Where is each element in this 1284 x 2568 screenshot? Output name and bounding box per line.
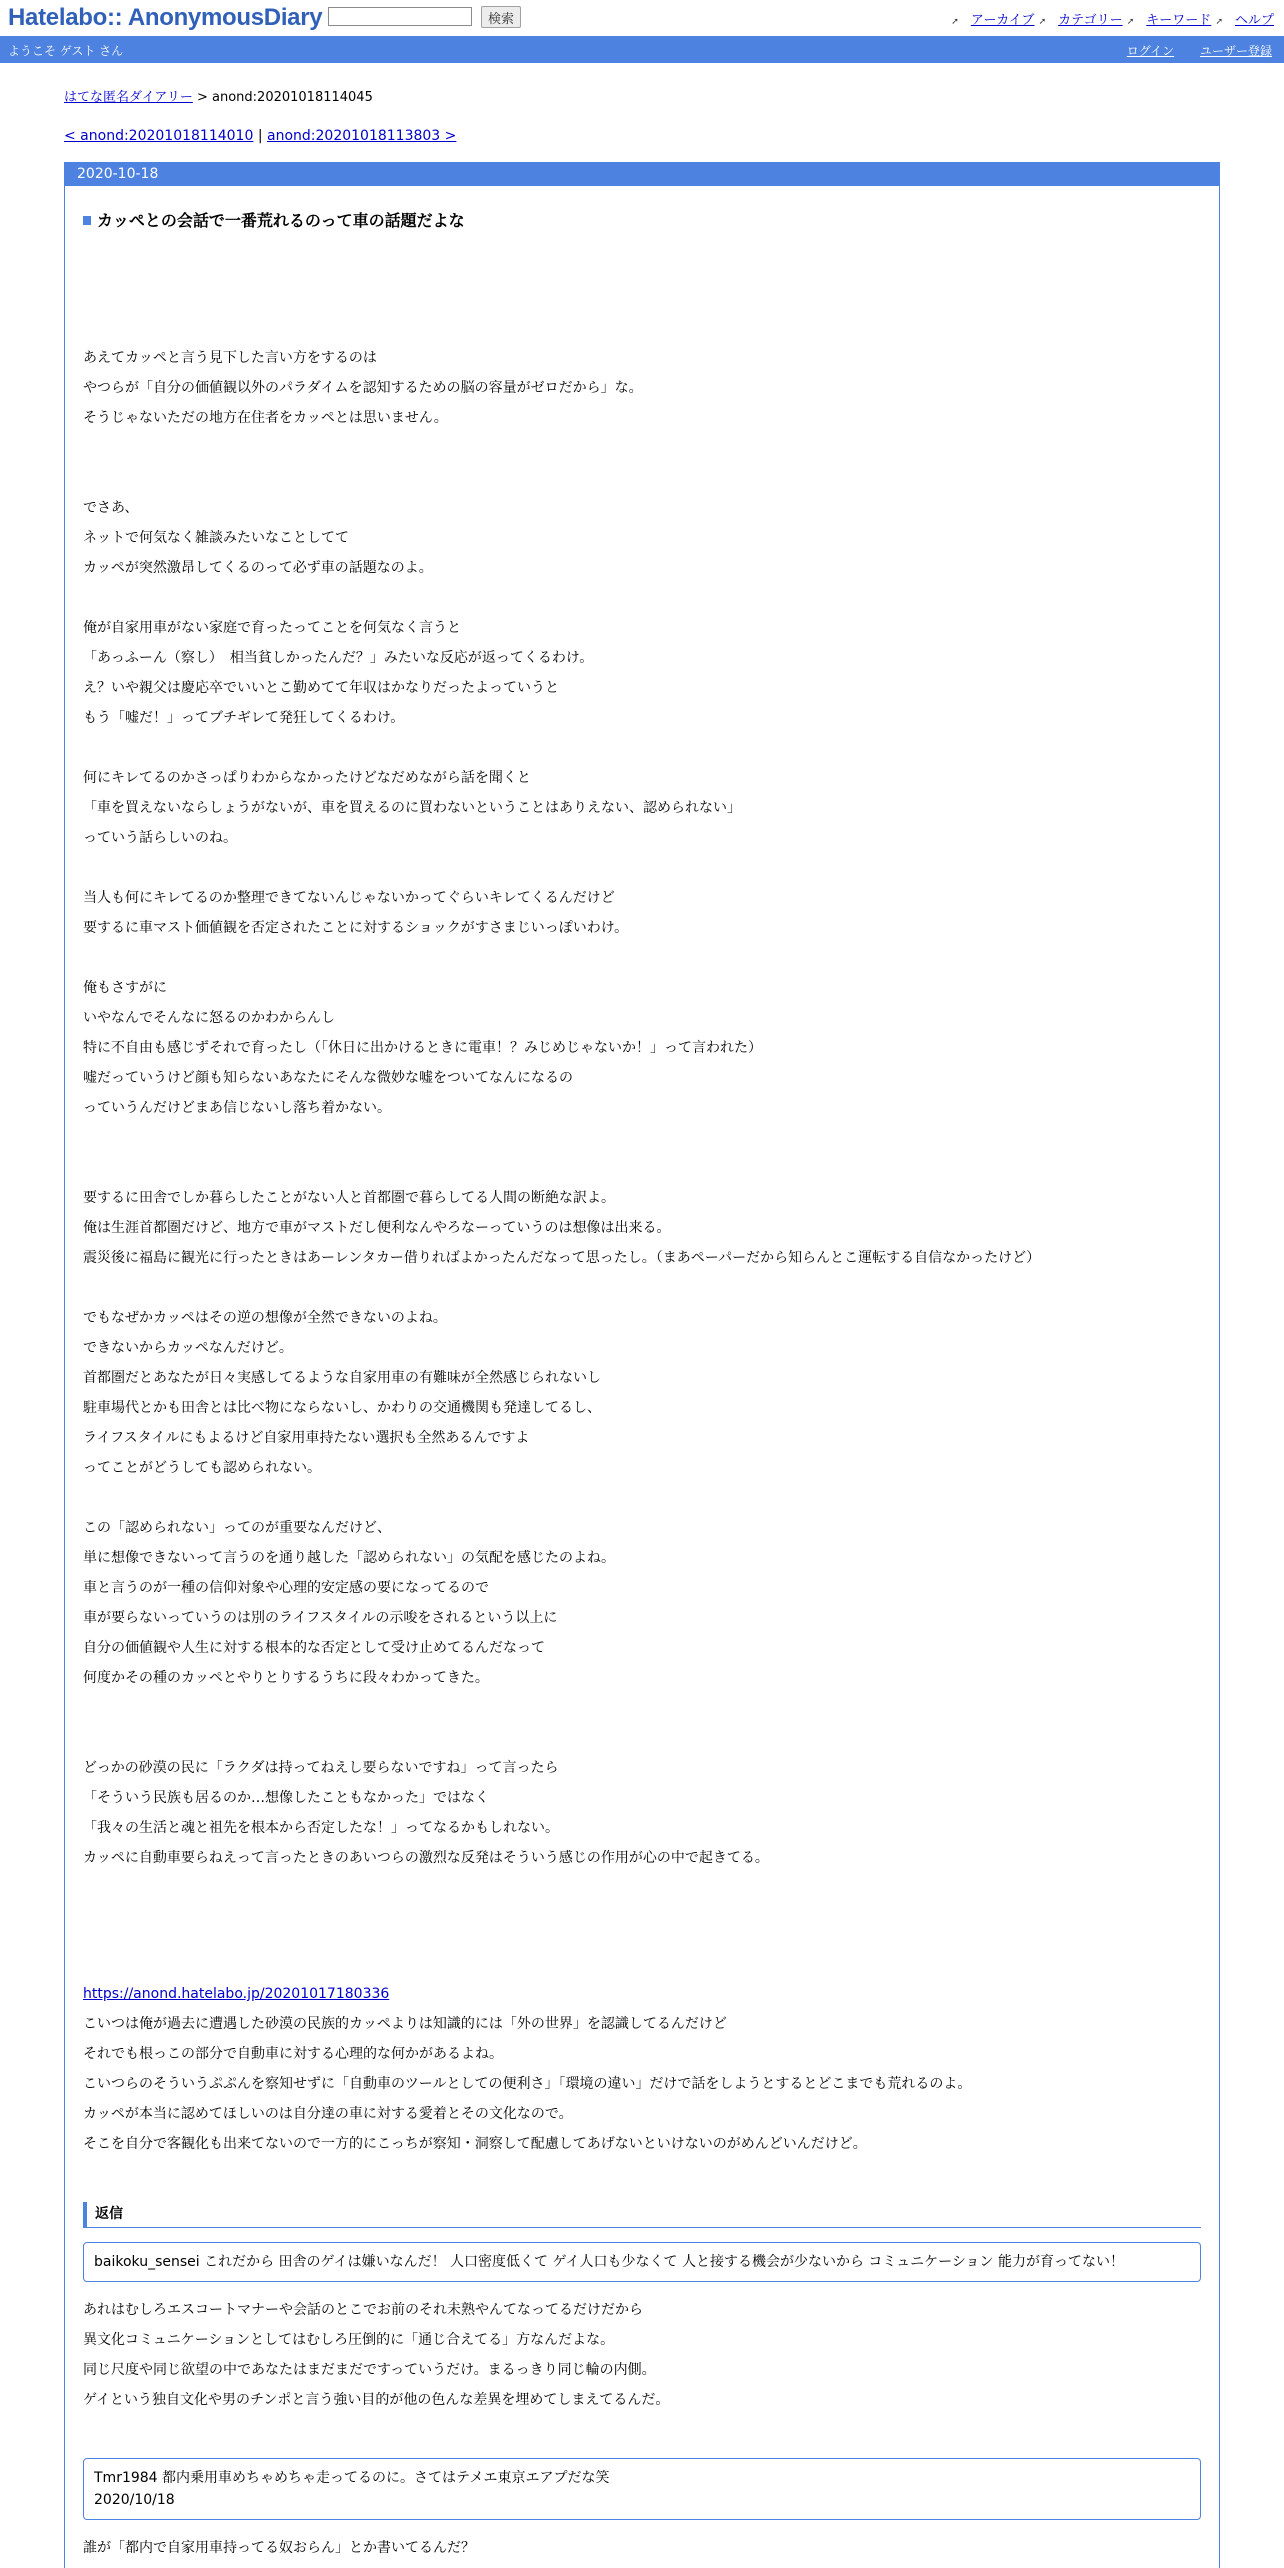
body-line: 俺が自家用車がない家庭で育ったってことを何気なく言うと — [83, 620, 461, 636]
global-nav — [951, 9, 1274, 28]
body-line: ってことがどうしても認められない。 — [83, 1460, 321, 1476]
register-link[interactable]: ユーザー登録 — [1199, 44, 1272, 58]
body-line: カッペが本当に認めてほしいのは自分達の車に対する愛着とその文化なので。 — [83, 2106, 573, 2122]
body-line: でさあ、 — [83, 500, 139, 516]
body-line: え？いや親父は慶応卒でいいとこ勤めてて年収はかなりだったよっていうと — [83, 680, 559, 696]
body-line: 要するに田舎でしか暮らしたことがない人と首都圏で暮らしてる人間の断絶な訳よ。 — [83, 1190, 615, 1206]
body-line: カッペが突然激昂してくるのって必ず車の話題なのよ。 — [83, 560, 433, 576]
body-line: それでも根っこの部分で自動車に対する心理的な何かがあるよね。 — [83, 2046, 503, 2062]
body-line: ネットで何気なく雑談みたいなことしてて — [83, 530, 349, 546]
site-logo[interactable]: Hatelabo:: AnonymousDiary — [8, 4, 323, 31]
body-line: 首都圏だとあなたが日々実感してるような自家用車の有難味が全然感じられないし — [83, 1370, 601, 1386]
login-link[interactable]: ログイン — [1126, 44, 1175, 58]
body-line: いやなんでそんなに怒るのかわからんし — [83, 1010, 335, 1026]
breadcrumb-root-link[interactable]: はてな匿名ダイアリー — [64, 90, 193, 105]
referenced-entry-link[interactable]: https://anond.hatelabo.jp/20201017180336 — [83, 1986, 390, 2002]
pager-divider: | — [253, 128, 268, 144]
replies-heading: 返信 — [83, 2202, 1201, 2228]
day-date: 2020-10-18 — [65, 162, 1219, 186]
prev-entry-link[interactable]: < anond:20201018114010 — [64, 128, 254, 144]
arrow-icon: ➚ — [951, 17, 959, 27]
nav-archive-link[interactable]: アーカイブ — [970, 13, 1035, 28]
body-line: 「あっふーん（察し） 相当貧しかったんだ？」みたいな反応が返ってくるわけ。 — [83, 650, 594, 666]
square-bullet-icon[interactable] — [83, 216, 91, 225]
body-line: この「認められない」ってのが重要なんだけど、 — [83, 1520, 391, 1536]
entry-pager — [64, 128, 456, 144]
day-section — [64, 162, 1220, 2568]
welcome-greeting: ようこそ ゲスト さん — [8, 44, 124, 58]
next-entry-link[interactable]: anond:20201018113803 > — [267, 128, 457, 144]
breadcrumb — [64, 86, 373, 105]
response-line: 異文化コミュニケーションとしてはむしろ圧倒的に「通じ合えてる」方なんだよな。 — [83, 2332, 615, 2348]
body-line: っていう話らしいのね。 — [83, 830, 237, 846]
body-line: 車が要らないっていうのは別のライフスタイルの示唆をされるという以上に — [83, 1610, 558, 1626]
body-line: できないからカッペなんだけど。 — [83, 1340, 293, 1356]
response-line: 誰が「都内で自家用車持ってる奴おらん」とか書いてるんだ？ — [83, 2540, 475, 2556]
response-line: ゲイという独自文化や男のチンポと言う強い目的が他の色んな差異を埋めてしまえてるんだ。 — [83, 2392, 670, 2408]
reply-text: これだから 田舎のゲイは嫌いなんだ！ 人口密度低くて ゲイ人口も少なくて 人と接する機会が少ないから コミュニケーション 能力が育ってない！ — [204, 2254, 1125, 2270]
body-line: どっかの砂漠の民に「ラクダは持ってねえし要らないですね」って言ったら — [83, 1760, 559, 1776]
body-line: 特に不自由も感じずそれで育ったし（「休日に出かけるときに電車！？みじめじゃないか！」って言われた） — [83, 1040, 762, 1056]
body-line: もう「嘘だ！」ってブチギレて発狂してくるわけ。 — [83, 710, 405, 726]
body-line: やつらが「自分の価値観以外のパラダイムを認知するための脳の容量がゼロだから」な。 — [83, 380, 643, 396]
welcome-bar — [0, 36, 1284, 63]
body-line: 当人も何にキレてるのか整理できてないんじゃないかってぐらいキレてくるんだけど — [83, 890, 615, 906]
nav-category-link[interactable]: カテゴリー — [1058, 13, 1123, 28]
reply-card — [83, 2458, 1201, 2520]
body-line: 嘘だっていうけど顔も知らないあなたにそんな微妙な嘘をついてなんになるの — [83, 1070, 573, 1086]
body-line: 「そういう民族も居るのか…想像したこともなかった」ではなく — [83, 1790, 489, 1806]
body-line: 俺もさすがに — [83, 980, 167, 996]
body-line: 車と言うのが一種の信仰対象や心理的安定感の要になってるので — [83, 1580, 489, 1596]
response-line: 同じ尺度や同じ欲望の中であなたはまだまだですっていうだけ。まるっきり同じ輪の内側。 — [83, 2362, 656, 2378]
reply-date: 2020/10/18 — [94, 2492, 175, 2508]
body-line: 駐車場代とかも田舎とは比べ物にならないし、かわりの交通機関も発達してるし、 — [83, 1400, 601, 1416]
response-line: あれはむしろエスコートマナーや会話のとこでお前のそれ未熟やんてなってるだけだから — [83, 2302, 643, 2318]
arrow-icon: ➚ — [1038, 17, 1047, 27]
nav-help-link[interactable]: ヘルプ — [1234, 13, 1274, 28]
body-line: あえてカッペと言う見下した言い方をするのは — [83, 350, 377, 366]
body-line: 「車を買えないならしょうがないが、車を買えるのに買わないということはありえない、認められない」 — [83, 800, 741, 816]
body-line: 単に想像できないって言うのを通り越した「認められない」の気配を感じたのよね。 — [83, 1550, 615, 1566]
body-line: カッペに自動車要らねえって言ったときのあいつらの激烈な反発はそういう感じの作用が心の中で起きてる。 — [83, 1850, 769, 1866]
body-line: そうじゃないただの地方在住者をカッペとは思いません。 — [83, 410, 448, 426]
body-line: こいつらのそういうぷぷんを察知せずに「自動車のツールとしての便利さ」「環境の違い」だけで話をしようとするとどこまでも荒れるのよ。 — [83, 2076, 972, 2092]
reply-card — [83, 2242, 1201, 2282]
body-line: 何度かその種のカッペとやりとりするうちに段々わかってきた。 — [83, 1670, 489, 1686]
breadcrumb-current: anond:20201018114045 — [212, 90, 373, 105]
body-line: 何にキレてるのかさっぱりわからなかったけどなだめながら話を聞くと — [83, 770, 531, 786]
arrow-icon: ➚ — [1126, 17, 1135, 27]
body-line: ライフスタイルにもよるけど自家用車持たない選択も全然あるんですよ — [83, 1430, 530, 1446]
body-line: こいつは俺が過去に遭遇した砂漠の民族的カッペよりは知識的には「外の世界」を認識してるんだけど — [83, 2016, 727, 2032]
reply-user[interactable]: Tmr1984 — [94, 2470, 158, 2486]
nav-keyword-link[interactable]: キーワード — [1146, 13, 1212, 28]
search-input[interactable] — [328, 7, 472, 26]
account-links — [1105, 42, 1272, 59]
body-line: 自分の価値観や人生に対する根本的な否定として受け止めてるんだなって — [83, 1640, 545, 1656]
body-line: っていうんだけどまあ信じないし落ち着かない。 — [83, 1100, 391, 1116]
body-line: 俺は生涯首都圏だけど、地方で車がマストだし便利なんやろなーっていうのは想像は出来る。 — [83, 1220, 671, 1236]
body-line: そこを自分で客観化も出来てないので一方的にこっちが察知・洞察して配慮してあげないといけないのがめんどいんだけど。 — [83, 2136, 867, 2152]
reply-text: 都内乗用車めちゃめちゃ走ってるのに。さてはテメエ東京エアプだな笑 — [162, 2470, 610, 2486]
entry-title-text: カッペとの会話で一番荒れるのって車の話題だよな — [97, 211, 465, 230]
reply-user[interactable]: baikoku_sensei — [94, 2254, 200, 2270]
body-line: でもなぜかカッペはその逆の想像が全然できないのよね。 — [83, 1310, 447, 1326]
body-line: 震災後に福島に観光に行ったときはあーレンタカー借りればよかったんだなって思ったし。（まあペーパーだから知らんとこ運転する自信なかったけど） — [83, 1250, 1041, 1266]
body-line: 「我々の生活と魂と祖先を根本から否定したな！」ってなるかもしれない。 — [83, 1820, 559, 1836]
body-line: 要するに車マスト価値観を否定されたことに対するショックがすさまじいっぽいわけ。 — [83, 920, 629, 936]
top-header — [0, 0, 1284, 36]
search-button[interactable]: 検索 — [481, 6, 521, 28]
arrow-icon: ➚ — [1215, 17, 1223, 27]
breadcrumb-separator: > — [192, 90, 213, 105]
entry-title — [83, 208, 465, 231]
